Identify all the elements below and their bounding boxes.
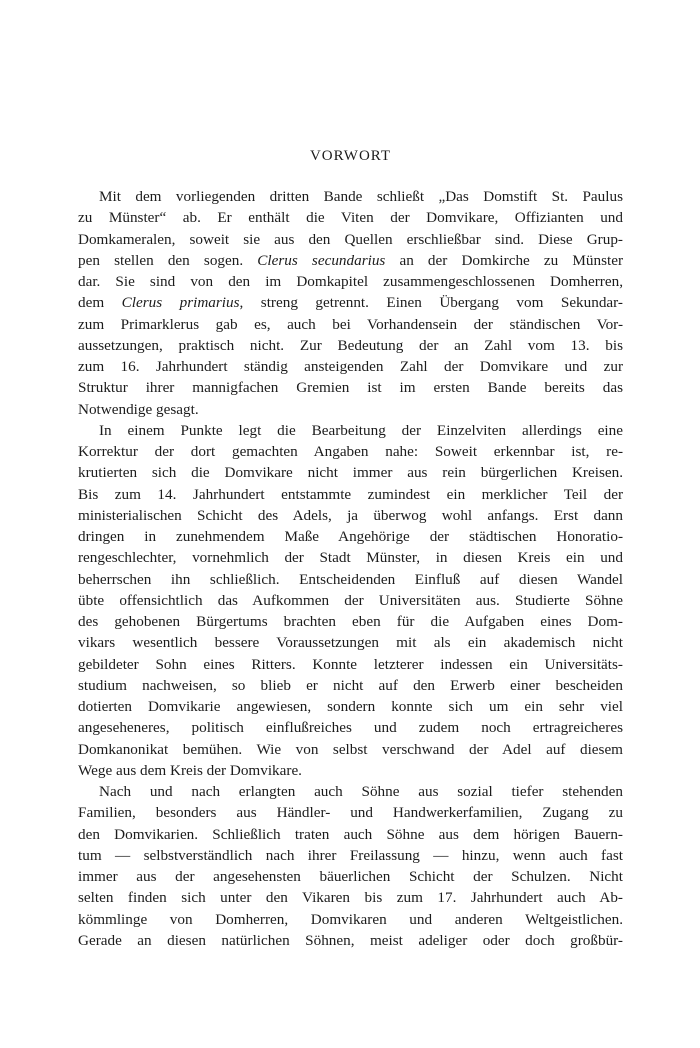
text-line: übte offensichtlich das Aufkommen der Universitäten aus. Studierte Söhne <box>78 591 623 609</box>
text-line: vikars wesentlich bessere Voraussetzungen mit als ein akademisch nicht <box>78 634 623 652</box>
text-line: immer aus der angesehensten bäuerlichen Schicht der Schulzen. Nicht <box>78 868 623 885</box>
text-line <box>78 250 623 271</box>
text-line: den Domvikarien. Schließlich traten auch Söhne aus dem hörigen Bauern- <box>78 825 623 843</box>
text-line: Domkanonikat bemühen. Wie von selbst verschwand der Adel auf diesem <box>78 740 623 758</box>
text-line: ministerialischen Schicht des Adels, ja überwog wohl anfangs. Erst dann <box>78 506 623 524</box>
text-line: dringen in zunehmendem Maße Angehörige der städtischen Honoratio- <box>78 528 623 545</box>
text-line: zu Münster“ ab. Er enthält die Viten der Domvikare, Offizianten und <box>78 209 623 227</box>
text-line: Gerade an diesen natürlichen Söhnen, meist adeliger oder doch großbür- <box>78 931 623 949</box>
text-line: Familien, besonders aus Händler- und Handwerkerfamilien, Zugang zu <box>78 804 623 822</box>
text-line: Wege aus dem Kreis der Domvikare. <box>78 761 302 779</box>
page-heading: VORWORT <box>309 148 392 164</box>
text-line: Struktur ihrer mannigfachen Gremien ist im ersten Bande bereits das <box>78 379 623 397</box>
text-line: tum — selbstverständlich nach ihrer Freilassung — hinzu, wenn auch fast <box>78 846 623 864</box>
text-fragment: , streng getrennt. Einen Übergang vom Sekundar- <box>239 294 623 312</box>
text-line: dotierten Domvikarie angewiesen, sondern konnte sich um ein sehr viel <box>78 698 623 715</box>
emphasis-clerus-secundarius: Clerus secundarius <box>257 251 386 269</box>
text-line: des gehobenen Bürgertums brachten eben für die Aufgaben eines Dom- <box>78 613 623 630</box>
text-line: kömmlinge von Domherren, Domvikaren und anderen Weltgeistlichen. <box>78 910 623 928</box>
text-line <box>78 292 623 313</box>
text-line: Mit dem vorliegenden dritten Bande schließt „Das Domstift St. Paulus <box>99 188 623 205</box>
text-line: zum Primarklerus gab es, auch bei Vorhandensein der ständischen Vor- <box>78 315 623 333</box>
text-fragment: an der Domkirche zu Münster <box>385 251 624 269</box>
text-line: selten finden sich unter den Vikaren bis zum 17. Jahrhundert auch Ab- <box>78 889 623 907</box>
text-line: rengeschlechter, vornehmlich der Stadt Münster, in diesen Kreis ein und <box>78 549 623 567</box>
text-line: studium nachweisen, so blieb er nicht auf den Erwerb einer bescheiden <box>78 676 623 694</box>
text-line: Bis zum 14. Jahrhundert entstammte zumindest ein merklicher Teil der <box>78 485 623 503</box>
text-line: dar. Sie sind von den im Domkapitel zusammengeschlossenen Domherren, <box>78 273 623 290</box>
text-line: In einem Punkte legt die Bearbeitung der Einzelviten allerdings eine <box>99 421 623 439</box>
emphasis-clerus-primarius: Clerus primarius <box>121 294 240 312</box>
text-fragment: pen stellen den sogen. <box>78 251 258 269</box>
text-line: Domkameralen, soweit sie aus den Quellen erschließbar sind. Diese Grup- <box>78 230 623 248</box>
text-line: beherrschen ihn schließlich. Entscheidenden Einfluß auf diesen Wandel <box>78 570 623 588</box>
text-line: krutierten sich die Domvikare nicht immer aus rein bürgerlichen Kreisen. <box>78 464 623 482</box>
text-fragment: dem <box>78 294 122 312</box>
text-line: zum 16. Jahrhundert ständig ansteigenden Zahl der Domvikare und zur <box>78 358 623 375</box>
text-line: aussetzungen, praktisch nicht. Zur Bedeutung der an Zahl vom 13. bis <box>78 336 623 354</box>
text-line: Notwendige gesagt. <box>78 400 199 418</box>
text-line: Nach und nach erlangten auch Söhne aus sozial tiefer stehenden <box>99 783 623 800</box>
text-line: angeseheneres, politisch einflußreiches und zudem noch ertragreicheres <box>78 719 623 737</box>
text-line: Korrektur der dort gemachten Angaben nahe: Soweit erkennbar ist, re- <box>78 443 623 460</box>
text-line: gebildeter Sohn eines Ritters. Konnte letzterer indessen ein Universitäts- <box>78 655 623 673</box>
body-text <box>78 186 623 951</box>
